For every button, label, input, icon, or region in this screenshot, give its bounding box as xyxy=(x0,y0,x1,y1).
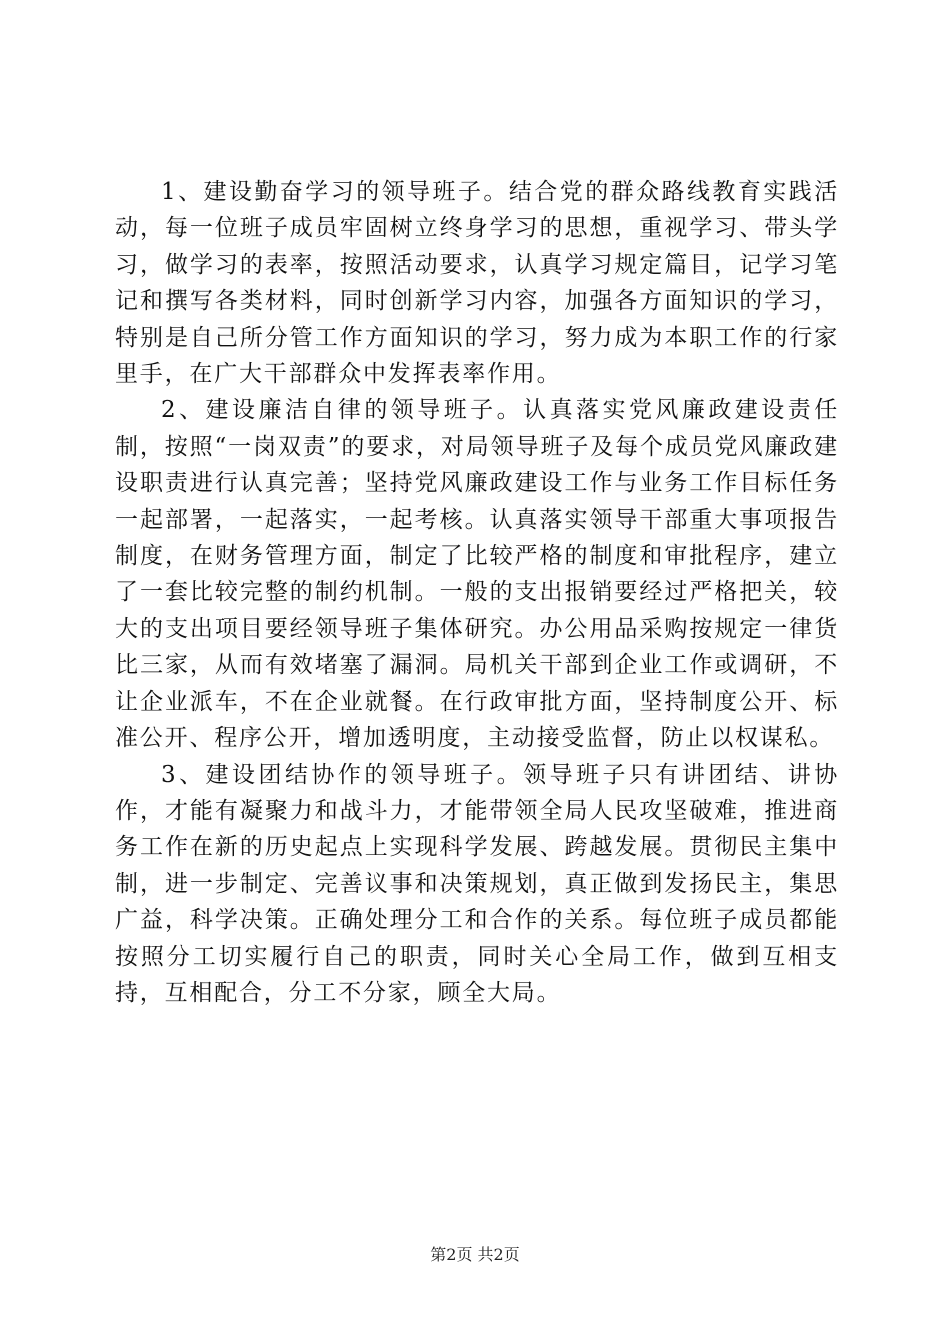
paragraph-1: 1、建设勤奋学习的领导班子。结合党的群众路线教育实践活动，每一位班子成员牢固树立终身学习的思想，重视学习、带头学习，做学习的表率，按照活动要求，认真学习规定篇目，记学习笔记和撰写各类材料，同时创新学习内容，加强各方面知识的学习，特别是自己所分管工作方面知识的学习，努力成为本职工作的行家里手，在广大干部群众中发挥表率作用。 xyxy=(115,179,839,388)
document-body xyxy=(115,174,839,1011)
paragraph-2: 2、建设廉洁自律的领导班子。认真落实党风廉政建设责任制，按照“一岗双责”的要求，对局领导班子及每个成员党风廉政建设职责进行认真完善；坚持党风廉政建设工作与业务工作目标任务一起部署，一起落实，一起考核。认真落实领导干部重大事项报告制度，在财务管理方面，制定了比较严格的制度和审批程序，建立了一套比较完整的制约机制。一般的支出报销要经过严格把关，较大的支出项目要经领导班子集体研究。办公用品采购按规定一律货比三家，从而有效堵塞了漏洞。局机关干部到企业工作或调研，不让企业派车，不在企业就餐。在行政审批方面，坚持制度公开、标准公开、程序公开，增加透明度，主动接受监督，防止以权谋私。 xyxy=(115,397,839,752)
paragraph-3: 3、建设团结协作的领导班子。领导班子只有讲团结、讲协作，才能有凝聚力和战斗力，才能带领全局人民攻坚破难，推进商务工作在新的历史起点上实现科学发展、跨越发展。贯彻民主集中制，进一步制定、完善议事和决策规划，真正做到发扬民主，集思广益，科学决策。正确处理分工和合作的关系。每位班子成员都能按照分工切实履行自己的职责，同时关心全局工作，做到互相支持，互相配合，分工不分家，顾全大局。 xyxy=(115,761,839,1006)
page-number-footer: 第2页 共2页 xyxy=(430,1245,520,1264)
